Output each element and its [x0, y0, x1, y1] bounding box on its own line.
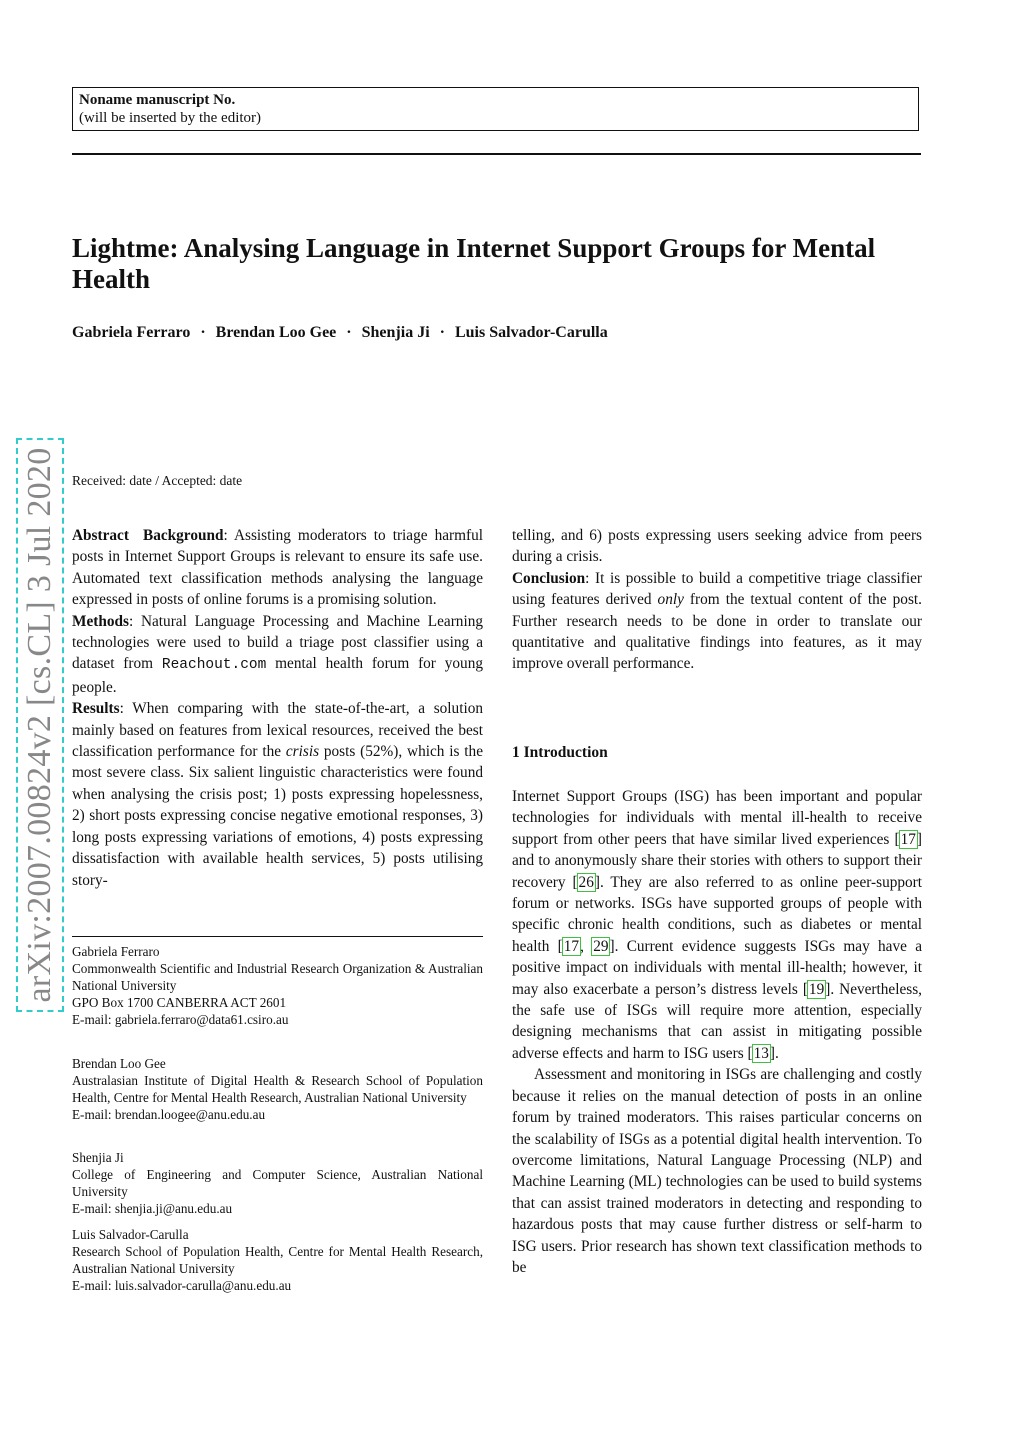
footnote-rule [72, 936, 483, 937]
abstract-right-column [512, 525, 922, 675]
intro-paragraph-1 [512, 786, 922, 1064]
affiliation-name: Luis Salvador-Carulla [72, 1227, 189, 1242]
conclusion-emphasis: only [657, 591, 684, 609]
affiliation-name: Shenjia Ji [72, 1150, 124, 1165]
arxiv-stamp-link[interactable] [16, 438, 64, 1012]
abstract-label: Abstract [72, 527, 129, 544]
citation-separator: , [580, 937, 593, 955]
affiliation-email: E-mail: gabriela.ferraro@data61.csiro.au [72, 1012, 289, 1027]
affiliation-line: Australasian Institute of Digital Health & Research School of Population Health, Centre for Mental Health Research, Australian National University [72, 1073, 483, 1105]
citation-link[interactable]: 29 [593, 937, 609, 955]
affiliation-email: E-mail: brendan.loogee@anu.edu.au [72, 1107, 266, 1122]
abstract-background [72, 525, 483, 611]
affiliation-line: Research School of Population Health, Centre for Mental Health Research, Australian National University [72, 1244, 483, 1276]
conclusion-label: Conclusion [512, 569, 586, 587]
results-label: Results [72, 700, 120, 718]
intro-paragraph-2: Assessment and monitoring in ISGs are challenging and costly because it relies on the manual detection of posts in an online forum by trained moderators. This raises particular concerns on the scalability of ISGs as a potential digital health intervention. To overcome limitations, Natural Language Processing (NLP) and Machine Learning (ML) technologies can be used to build systems that can assist trained moderators in detecting and responding to hazardous posts that may cause further distress or self-harm to ISG users. Prior research has shown text classification methods to be [512, 1066, 922, 1276]
intro-text: ]. Nevertheless, the safe use of ISGs will require more attention, especially designing mechanisms that can assist in mitigating possible adverse effects and harm to ISG users [ [512, 980, 922, 1062]
author-separator: · [200, 324, 206, 341]
conclusion-text-end: from the textual content of the post. Further research needs to be done in order to translate our quantitative and qualitative findings into features, as it may improve overall performance. [512, 591, 922, 673]
author-name: Brendan Loo Gee [215, 324, 337, 341]
affiliation-block [72, 1226, 483, 1294]
affiliation-block [72, 943, 483, 1028]
methods-label: Methods [72, 612, 129, 630]
editor-box [72, 87, 919, 131]
results-text: : When comparing with the state-of-the-art, a solution mainly based on features from lexical resources, received the best classification performance for the [72, 700, 483, 761]
affiliation-line: GPO Box 1700 CANBERRA ACT 2601 [72, 995, 287, 1010]
introduction-body [512, 786, 922, 1278]
citation-link[interactable]: 19 [808, 980, 825, 998]
arxiv-identifier: arXiv:2007.00824v2 [cs.CL] 3 Jul 2020 [21, 447, 58, 1003]
paper-title: Lightme: Analysing Language in Internet Support Groups for Mental Health [72, 233, 876, 294]
conclusion-text: : It is possible to build a competitive triage classifier using features derived [512, 569, 922, 609]
editor-note: (will be inserted by the editor) [79, 110, 262, 126]
methods-text: : Natural Language Processing and Machine Learning technologies were used to build a triage post classifier using a dataset from [72, 612, 483, 673]
citation-link[interactable]: 17 [563, 937, 580, 955]
author-separator: · [439, 324, 445, 341]
affiliation-line: Commonwealth Scientific and Industrial Research Organization & Australian National University [72, 961, 483, 993]
affiliation-name: Brendan Loo Gee [72, 1056, 166, 1071]
author-name: Gabriela Ferraro [72, 324, 191, 341]
author-separator: · [346, 324, 352, 341]
author-list [72, 324, 932, 342]
affiliation-block [72, 1055, 483, 1123]
background-text: : Assisting moderators to triage harmful posts in Internet Support Groups is relevant to ensure its safe use. Automated text classification methods analysing the language expressed in posts of online forums is a promising solution. [72, 527, 483, 609]
intro-text: ]. They are also referred to as online peer-support forum or networks. ISGs have supported groups of people with specific chronic health conditions, such as diabetes or mental health [ [512, 873, 923, 955]
abstract-methods [72, 611, 483, 699]
affiliation-email: E-mail: shenjia.ji@anu.edu.au [72, 1201, 233, 1216]
background-label: Background [143, 527, 224, 544]
citation-link[interactable]: 17 [900, 830, 916, 848]
manuscript-number: Noname manuscript No. [79, 92, 236, 108]
methods-text-end: mental health forum for young people. [72, 655, 483, 696]
author-name: Shenjia Ji [361, 324, 430, 341]
affiliation-name: Gabriela Ferraro [72, 944, 160, 959]
results-continuation: telling, and 6) posts expressing users seeking advice from peers during a crisis. [512, 527, 922, 566]
affiliation-email: E-mail: luis.salvador-carulla@anu.edu.au [72, 1278, 292, 1293]
received-date: Received: date / Accepted: date [72, 473, 243, 488]
affiliation-line: College of Engineering and Computer Science, Australian National University [72, 1167, 483, 1199]
citation-link[interactable]: 13 [753, 1044, 769, 1062]
abstract-results [72, 698, 483, 891]
affiliation-block [72, 1149, 483, 1217]
abstract-conclusion [512, 568, 922, 675]
section-heading-introduction: 1 Introduction [512, 744, 608, 761]
intro-text: ]. [769, 1044, 779, 1062]
abstract-left-column [72, 525, 483, 891]
header-rule [72, 153, 921, 155]
intro-text: Internet Support Groups (ISG) has been important and popular technologies for individuals with mental ill-health to receive support from other peers that have similar lived experiences [ [512, 788, 922, 848]
citation-link[interactable]: 26 [578, 873, 594, 891]
reachout-link: Reachout.com [161, 657, 267, 674]
results-text-cont: posts (52%), which is the most severe class. Six salient linguistic characteristics were found when analysing the crisis post; 1) posts expressing hopelessness, 2) short posts expressing concise negative emotional responses, 3) long posts expressing variations of emotions, 4) posts expressing dissatisfaction with available health services, 5) posts utilising story- [72, 743, 484, 889]
intro-text: ]. Current evidence suggests ISGs may have a positive impact on individuals with mental ill-health; however, it may also exacerbate a person’s distress levels [ [512, 937, 922, 998]
author-name: Luis Salvador-Carulla [454, 324, 608, 341]
results-emphasis: crisis [285, 743, 320, 761]
intro-text: ] and to anonymously share their stories with others to support their recovery [ [512, 830, 922, 891]
